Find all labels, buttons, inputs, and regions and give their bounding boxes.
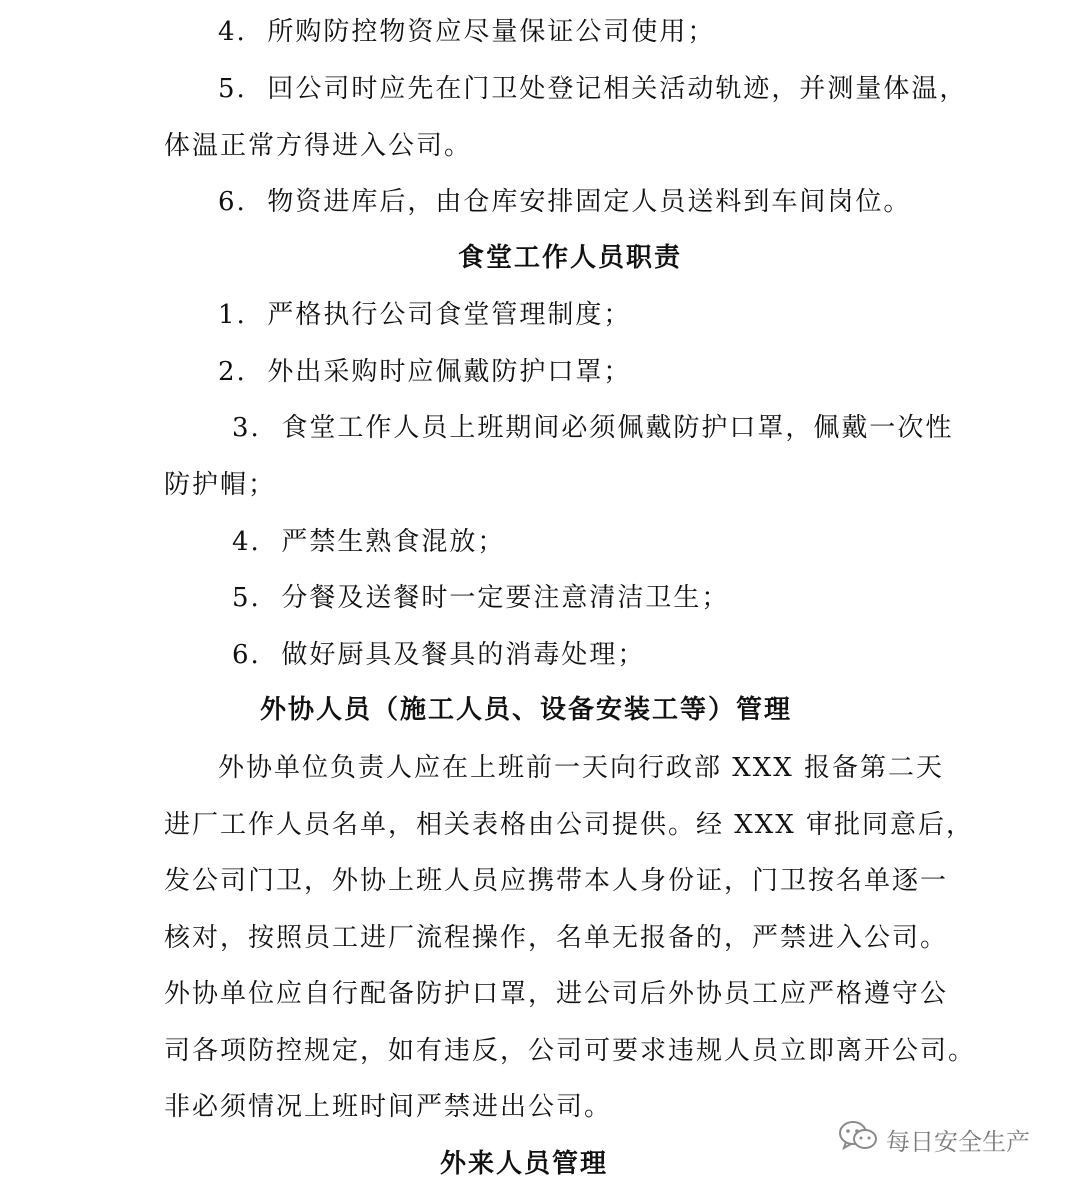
watermark-text: 每日安全生产 bbox=[886, 1127, 1030, 1156]
paragraph-line: 司各项防控规定，如有违反，公司可要求违规人员立即离开公司。 bbox=[164, 1036, 977, 1066]
item-text: 分餐及送餐时一定要注意清洁卫生； bbox=[281, 583, 730, 613]
item-number: 6. bbox=[232, 640, 261, 670]
list-item bbox=[218, 297, 631, 333]
item-number: 6. bbox=[218, 187, 247, 217]
section-heading: 外协人员（施工人员、设备安装工等）管理 bbox=[260, 695, 793, 725]
section-heading: 外来人员管理 bbox=[440, 1149, 609, 1179]
item-continuation: 防护帽； bbox=[164, 470, 277, 500]
item-text: 回公司时应先在门卫处登记相关活动轨迹，并测量体温， bbox=[267, 74, 968, 104]
item-number: 3. bbox=[232, 413, 261, 443]
paragraph-line: 外协单位负责人应在上班前一天向行政部 XXX 报备第二天 bbox=[218, 753, 945, 783]
paragraph-line: 发公司门卫，外协上班人员应携带本人身份证，门卫按名单逐一 bbox=[164, 866, 949, 896]
item-number: 4. bbox=[232, 527, 261, 557]
paragraph-line: 进厂工作人员名单，相关表格由公司提供。经 XXX 审批同意后， bbox=[164, 810, 975, 840]
list-item bbox=[218, 354, 631, 390]
list-item bbox=[232, 524, 505, 560]
item-text: 物资进库后，由仓库安排固定人员送料到车间岗位。 bbox=[267, 187, 912, 217]
list-item bbox=[232, 580, 729, 616]
item-number: 4. bbox=[218, 17, 247, 47]
section-heading: 食堂工作人员职责 bbox=[458, 243, 683, 273]
item-text: 严禁生熟食混放； bbox=[281, 527, 506, 557]
list-item bbox=[218, 14, 715, 50]
list-item bbox=[232, 637, 645, 673]
item-number: 2. bbox=[218, 357, 247, 387]
item-text: 食堂工作人员上班期间必须佩戴防护口罩，佩戴一次性 bbox=[281, 413, 954, 443]
item-number: 5. bbox=[232, 583, 261, 613]
item-text: 外出采购时应佩戴防护口罩； bbox=[267, 357, 632, 387]
list-item bbox=[218, 184, 911, 220]
paragraph-line: 非必须情况上班时间严禁进出公司。 bbox=[164, 1092, 613, 1122]
watermark bbox=[838, 1120, 1030, 1158]
paragraph-line: 核对，按照员工进厂流程操作，名单无报备的，严禁进入公司。 bbox=[164, 923, 949, 953]
list-item bbox=[218, 71, 967, 107]
item-number: 1. bbox=[218, 300, 247, 330]
wechat-icon bbox=[838, 1120, 878, 1158]
item-continuation: 体温正常方得进入公司。 bbox=[164, 131, 473, 161]
item-text: 所购防控物资应尽量保证公司使用； bbox=[267, 17, 716, 47]
paragraph-line: 外协单位应自行配备防护口罩，进公司后外协员工应严格遵守公 bbox=[164, 979, 949, 1009]
item-number: 5. bbox=[218, 74, 247, 104]
item-text: 严格执行公司食堂管理制度； bbox=[267, 300, 632, 330]
item-text: 做好厨具及餐具的消毒处理； bbox=[281, 640, 646, 670]
list-item bbox=[232, 410, 953, 446]
